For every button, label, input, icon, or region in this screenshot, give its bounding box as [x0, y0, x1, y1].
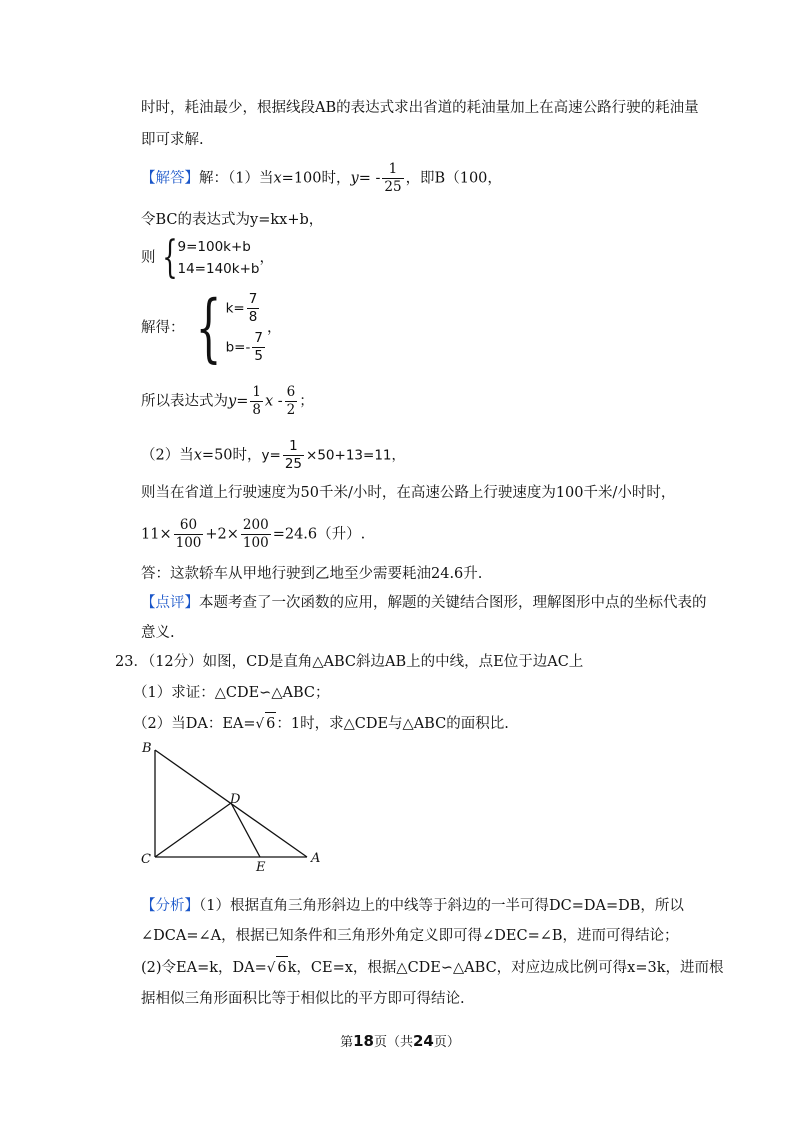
fraction — [382, 161, 403, 196]
sqrt-icon: √ — [255, 716, 265, 732]
text: （1）根据直角三角形斜边上的中线等于斜边的一半可得DC=DA=DB，所以 — [199, 898, 684, 914]
brace-icon: { — [195, 285, 221, 371]
label-a: A — [311, 851, 321, 866]
text-line: ∠DCA=∠A，根据已知条件和三角形外角定义即可得∠DEC=∠B，进而可得结论； — [141, 928, 679, 944]
text: （2）当DA：EA= — [133, 716, 256, 732]
answer-line-1 — [141, 161, 502, 196]
var-y: y — [350, 170, 359, 187]
solution — [226, 291, 267, 365]
question-title: 23．（12分）如图，CD是直角△ABC斜边AB上的中线，点E位于边AC上 — [115, 654, 584, 670]
text: (2)令EA=k，DA= — [141, 960, 267, 976]
numerator: 1 — [252, 384, 261, 400]
text: b=- — [225, 339, 251, 356]
text: =50时， — [201, 447, 262, 464]
text: 所以表达式为 — [141, 393, 228, 410]
solution-k — [226, 291, 267, 326]
text: ，即B（100， — [405, 170, 502, 187]
triangle-figure — [138, 740, 338, 875]
text: ×50+13=11， — [306, 447, 406, 464]
numerator: 7 — [248, 291, 258, 307]
text: y= — [261, 447, 281, 464]
fraction — [174, 517, 204, 552]
var-x: x — [273, 170, 282, 187]
text: x - — [264, 393, 283, 410]
numerator: 1 — [283, 438, 304, 456]
analysis-line-3 — [141, 956, 724, 979]
label-c: C — [141, 852, 151, 867]
fraction — [252, 330, 265, 365]
equation: 9=100k+b — [177, 239, 251, 255]
comment-line — [141, 592, 707, 614]
numerator: 6 — [286, 384, 296, 400]
label-d: D — [230, 792, 241, 807]
part2-line — [141, 438, 405, 473]
text-line: 答：这款轿车从甲地行驶到乙地至少需要耗油24.6升. — [141, 566, 483, 582]
numerator: 200 — [242, 517, 269, 533]
text: =24.6（升）. — [272, 526, 366, 543]
text: 页） — [433, 1035, 460, 1050]
question-part2 — [133, 712, 509, 735]
denominator: 5 — [254, 348, 263, 364]
radicand: 6 — [265, 712, 276, 735]
text: 页（共 — [373, 1035, 413, 1050]
calculation-line — [141, 517, 365, 552]
fraction — [241, 517, 271, 552]
text: +2× — [205, 526, 239, 543]
text-line: 时时，耗油最少，根据线段AB的表达式求出省道的耗油量加上在高速公路行驶的耗油量 — [141, 100, 699, 116]
text-line: 令BC的表达式为y=kx+b， — [141, 212, 324, 228]
text: ， — [259, 250, 274, 266]
text: ； — [299, 393, 314, 410]
text: 则 — [141, 250, 156, 266]
text: = - — [358, 170, 381, 187]
denominator: 25 — [284, 456, 303, 472]
text: k= — [225, 300, 245, 317]
var-y: y — [228, 393, 237, 410]
analysis-tag: 【分析】 — [141, 898, 199, 914]
denominator: 2 — [286, 402, 296, 418]
fraction — [285, 384, 298, 419]
text: ， — [266, 320, 282, 336]
answer-tag: 【解答】 — [141, 170, 199, 187]
comment-tag: 【点评】 — [141, 595, 199, 611]
radicand: 6 — [276, 956, 287, 979]
numerator: 60 — [174, 517, 204, 535]
fraction — [283, 438, 304, 473]
text-line: 意义. — [141, 625, 175, 641]
page-total: 24 — [413, 1032, 434, 1050]
fraction — [247, 291, 260, 326]
page-footer — [0, 1031, 800, 1050]
equation: 14=140k+b — [177, 261, 260, 277]
denominator: 8 — [252, 402, 261, 418]
text: k，CE=x，根据△CDE∽△ABC，对应边成比例可得x=3k，进而根 — [287, 960, 724, 976]
var-x: x — [193, 447, 202, 464]
text: 11× — [141, 526, 172, 543]
brace-icon: { — [161, 232, 178, 283]
sqrt-icon: √ — [266, 960, 276, 976]
text: = — [236, 393, 249, 410]
text: 第 — [340, 1035, 354, 1050]
text-line: 即可求解. — [141, 132, 204, 148]
analysis-line — [141, 895, 684, 917]
page-number: 18 — [353, 1032, 374, 1050]
text: （2）当 — [141, 447, 194, 464]
text-line: 据相似三角形面积比等于相似比的平方即可得结论. — [141, 991, 465, 1007]
denominator: 8 — [248, 309, 258, 325]
fraction — [250, 384, 263, 419]
label-e: E — [256, 860, 266, 875]
expression-line — [141, 384, 314, 419]
text: 解得： — [141, 320, 185, 336]
text: 本题考查了一次函数的应用，解题的关键结合图形，理解图形中点的坐标代表的 — [199, 595, 707, 611]
segment-de — [231, 803, 260, 857]
solution-b — [226, 330, 267, 365]
numerator: 1 — [382, 161, 403, 179]
label-b: B — [142, 741, 152, 756]
text: =100时， — [281, 170, 351, 187]
denominator: 100 — [242, 535, 269, 551]
denominator: 100 — [175, 535, 202, 551]
segment-cd — [155, 803, 231, 857]
text-line: 则当在省道上行驶速度为50千米/小时，在高速公路上行驶速度为100千米/小时时， — [141, 485, 676, 501]
question-part1: （1）求证：△CDE∽△ABC； — [133, 685, 330, 701]
text: ：1时，求△CDE与△ABC的面积比. — [276, 716, 509, 732]
system-equations — [141, 232, 274, 283]
denominator: 25 — [384, 179, 402, 195]
solution-system — [141, 285, 282, 371]
text: 解：（1）当 — [199, 170, 274, 187]
numerator: 7 — [254, 330, 263, 346]
equation-system — [178, 236, 260, 280]
